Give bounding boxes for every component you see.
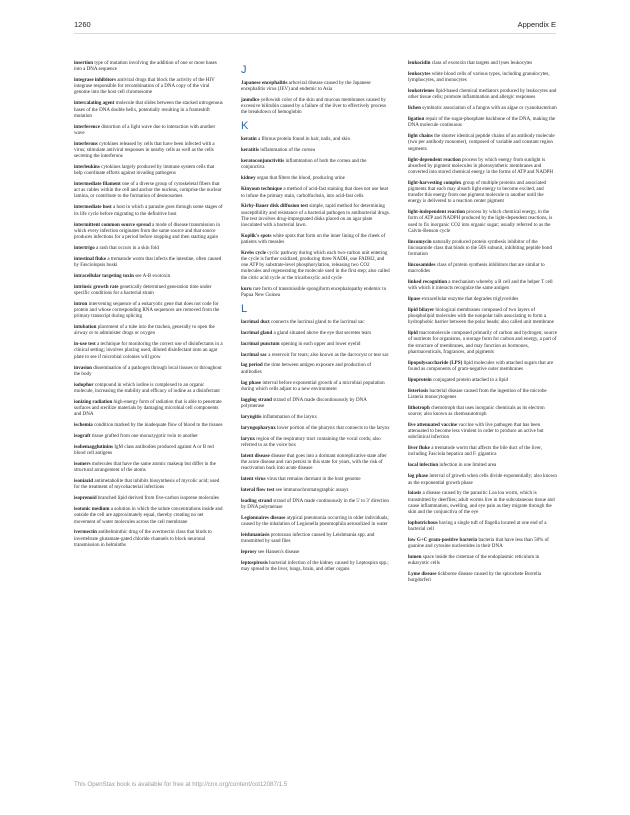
glossary-term: intrinsic growth rate [74, 283, 119, 290]
glossary-definition: placement of a tube into the trachea, generally to open the airway or to administer drugs or oxygen [74, 324, 215, 337]
glossary-entry [241, 397, 391, 409]
glossary-term: latent disease [241, 452, 270, 459]
glossary-definition: a host in which a parasite goes through some stages of its life cycle before migrating to the definitive host [74, 204, 223, 217]
glossary-term: live attenuated vaccine [408, 422, 458, 429]
glossary-column-1 [74, 60, 224, 553]
glossary-term: lipid bilayer [408, 307, 435, 314]
glossary-definition: process by which energy from sunlight is absorbed by pigment molecules in photosynthetic membranes and converted into stored chemical energy in the forms of ATP and NADPH [408, 156, 554, 175]
glossary-term: lacrimal gland [241, 329, 273, 336]
glossary-term: lipopolysaccharide (LPS) [408, 359, 463, 366]
glossary-term: lacrimal punctum [241, 340, 280, 347]
section-letter: J [241, 64, 247, 76]
glossary-column-2 [241, 60, 391, 577]
glossary-definition: type of mutation involving the addition of one or more bases into a DNA sequence [74, 60, 217, 73]
glossary-definition: class of exotoxin that targets and lyses leukocytes [431, 60, 533, 66]
glossary-term: lincosamides [408, 261, 436, 268]
glossary-definition: virus that remains dormant in the host genome [266, 476, 361, 483]
glossary-definition: arboviral disease caused by the Japanese encephalitis virus (JEV) and endemic to Asia [241, 80, 371, 93]
glossary-definition: one of a diverse group of cytoskeletal fibers that act as cables within the cell and anchor the nucleus, comprise the nuclear lamina, or contribute to the formation of desmosomes [74, 181, 222, 200]
glossary-entry [74, 284, 224, 296]
glossary-entry [74, 478, 224, 490]
glossary-definition: high-energy form of radiation that is able to penetrate surfaces and sterilize materials by damaging microbial cell components and DNA [74, 398, 222, 418]
page-header [74, 20, 556, 32]
section-letter: K [241, 120, 249, 133]
glossary-definition: naturally produced protein synthesis inhibitor of the lincosamide class that binds to the 50S subunit, inhibiting peptide bond formation [408, 238, 552, 257]
glossary-entry [241, 436, 391, 448]
glossary-definition: region of the respiratory tract containing the vocal cords; also referred to as the voice box [241, 435, 381, 448]
glossary-definition: tickborne disease caused by the spirochete Borrelia burgdorferi [408, 571, 542, 584]
glossary-entry [74, 245, 224, 251]
glossary-entry [241, 487, 391, 493]
glossary-definition: conjugated protein attached to a lipid [433, 376, 508, 383]
glossary-definition: interval of growth when cells divide exponentially; also known as the exponential growth phase [408, 473, 557, 486]
glossary-entry [408, 360, 558, 372]
glossary-entry [408, 307, 558, 325]
glossary-definition: a trematode worm that infects the intestine, often caused by Fasciolopsis buski [74, 255, 222, 268]
glossary-definition: condition marked by the inadequate flow of blood to the tissues [94, 422, 223, 429]
glossary-definition: see immunochromatographic assays [275, 487, 349, 494]
glossary-term: insertion [74, 60, 94, 66]
glossary-definition: bacteria that have less than 50% of guanine and cytosine nucleotides in their DNA [408, 536, 549, 550]
glossary-definition: distortion of a light wave due to interaction with another wave [74, 123, 216, 136]
glossary-entry [408, 520, 558, 532]
glossary-entry [74, 181, 224, 199]
glossary-entry [74, 301, 224, 319]
glossary-term: isohemagglutinins [74, 443, 113, 450]
glossary-term: lag phase [241, 379, 262, 386]
glossary-definition: inflammation of the larynx [262, 413, 317, 420]
glossary-definition: a mode of disease transmission in which every infection originates from the same source and that source produces infections for a period before stopping and then starting again [74, 221, 221, 240]
glossary-entry [408, 116, 558, 128]
glossary-term: leukocytes [408, 70, 431, 77]
glossary-entry [241, 515, 391, 527]
glossary-term: local infection [408, 462, 439, 469]
glossary-term: lichen [408, 105, 421, 112]
glossary-term: integrase inhibitors [74, 77, 116, 84]
glossary-term: loiasis [408, 490, 422, 497]
glossary-entry [408, 571, 558, 583]
glossary-term: lacrimal duct [241, 318, 270, 325]
glossary-entry [241, 549, 391, 555]
glossary-entry [241, 352, 391, 358]
glossary-definition: inflammation of the cornea [260, 147, 316, 154]
glossary-entry [241, 233, 391, 245]
glossary-term: low G+C gram-positive bacteria [408, 536, 478, 543]
glossary-term: lagging strand [241, 396, 272, 403]
glossary-entry [241, 476, 391, 482]
glossary-entry [408, 133, 558, 151]
glossary-definition: a solution in which the solute concentrations inside and outside the cell are approximately equal, thereby creating no net movement of water molecules across the cell membrane [74, 506, 223, 525]
glossary-term: keratoconjunctivitis [241, 158, 285, 165]
glossary-term: light-independent reaction [408, 209, 465, 216]
glossary-definition: cyclic pathway during which each two-carbon unit entering the cycle is further oxidized, producing three NADH, one FADH2, and one ATP by substrate-level phosphorylation, releasing two CO2 molecules and regenerating the molecule used in the first step; also called the citric acid cycle or the tricarboxylic acid cycle [241, 249, 390, 281]
glossary-term: interference [74, 123, 100, 130]
glossary-entry [408, 279, 558, 291]
glossary-term: lag period [241, 362, 263, 369]
glossary-definition: space inside the cisternae of the endoplasmic reticulum in eukaryotic cells [408, 554, 540, 567]
glossary-term: ischemia [74, 422, 93, 429]
glossary-term: interleukins [74, 164, 100, 171]
glossary-entry [408, 330, 558, 355]
glossary-term: lacrimal sac [241, 351, 267, 358]
glossary-definition: IgM class antibodies produced against A or B red blood cell antigens [74, 443, 214, 457]
glossary-term: keratitis [241, 147, 259, 154]
glossary-definition: see A-B exotoxin [135, 272, 171, 279]
glossary-term: intercalating agent [74, 100, 115, 107]
glossary-entry [241, 498, 391, 510]
glossary-definition: a gland situated above the eye that secretes tears [273, 329, 372, 336]
glossary-definition: lower portion of the pharynx that connects to the larynx [277, 424, 390, 431]
glossary-term: isotonic medium [74, 506, 110, 513]
glossary-definition: lipid molecules with attached sugars that are found as components of gram-negative outer membranes [408, 359, 554, 372]
glossary-entry [241, 560, 391, 572]
glossary-entry [74, 444, 224, 456]
glossary-definition: having a single tuft of flagella located at one end of a bacterial cell [408, 519, 547, 533]
glossary-term: larynx [241, 435, 256, 442]
glossary-term: leprosy [241, 549, 257, 556]
glossary-term: lithotroph [408, 404, 430, 411]
glossary-entry [241, 286, 391, 298]
glossary-entry [74, 77, 224, 95]
glossary-entry [241, 341, 391, 347]
glossary-entry [241, 186, 391, 198]
glossary-term: lipase [408, 296, 421, 303]
glossary-entry [74, 495, 224, 501]
glossary-term: Legionnaires disease [241, 515, 286, 522]
glossary-definition: chemotroph that uses inorganic chemicals as its electron source; also known as chemoautotroph [408, 404, 545, 418]
glossary-definition: process by which chemical energy, in the form of ATP and NADPH produced by the light-dependent reactions, is used to fix inorganic CO2 into organic sugar; usually referred to as the Calvin-Benson cycle [408, 209, 553, 234]
glossary-entry [74, 341, 224, 359]
glossary-entry [241, 158, 391, 170]
glossary-definition: a reservoir for tears; also known as the dacrocyst or tear sac [268, 351, 389, 358]
glossary-definition: a technique for monitoring the correct use of disinfectants in a clinical setting; involves placing used, diluted disinfectant onto an agar plate to see if microbial colonies will grow [74, 341, 223, 360]
glossary-term: lophotrichous [408, 519, 438, 526]
glossary-definition: protozoan infection caused by Leishmania spp. and transmitted by sand flies [241, 532, 375, 545]
page-number: 1260 [74, 20, 91, 29]
glossary-definition: organ that filters the blood, producing urine [256, 175, 345, 182]
glossary-term: ivermectin [74, 529, 97, 536]
glossary-term: isoniazid [74, 478, 94, 485]
glossary-term: intestinal fluke [74, 255, 107, 262]
glossary-definition: symbiotic association of a fungus with an algae or cyanobacterium [422, 105, 557, 112]
glossary-definition: simple, rapid method for determining susceptibility and resistance of a bacterial pathogen to antibacterial drugs. The test involves drug-impregnated disks placed on an agar plate inoculated with a bacterial lawn. [241, 203, 391, 228]
glossary-entry [241, 97, 391, 115]
glossary-entry [74, 100, 224, 118]
glossary-term: isoprenoid [74, 495, 97, 502]
glossary-entry [74, 422, 224, 428]
glossary-definition: atypical pneumonia occurring in older individuals; caused by the inhalation of Legionella pneumophila aerosolized in water [241, 515, 389, 528]
section-title: Appendix E [517, 20, 556, 29]
glossary-term: intermediate host [74, 204, 112, 211]
glossary-term: light-harvesting complex [408, 179, 462, 186]
glossary-term: keratin [241, 136, 257, 143]
glossary-definition: interval before exponential growth of a microbial population during which cells adjust to a new environment [241, 379, 385, 392]
glossary-entry [408, 377, 558, 383]
glossary-entry [408, 422, 558, 440]
glossary-term: invasion [74, 364, 92, 371]
glossary-entry [241, 136, 391, 142]
glossary-term: light-dependent reaction [408, 156, 461, 163]
glossary-entry [408, 445, 558, 457]
glossary-term: iodophor [74, 381, 94, 388]
glossary-term: leishmaniasis [241, 532, 270, 539]
glossary-definition: antihelminthic drug of the avermectin class that binds to invertebrate glutamate-gated chloride channels to block neuronal transmission in helminths [74, 529, 212, 548]
glossary-term: Koplik's spots [241, 232, 272, 239]
glossary-entry [408, 88, 558, 100]
glossary-entry [408, 388, 558, 400]
glossary-definition: tissue grafted from one monozygotic twin to another [91, 432, 198, 439]
glossary-entry [74, 273, 224, 279]
glossary-term: in-use test [74, 341, 96, 348]
glossary-term: listeriosis [408, 387, 429, 394]
glossary-entry [408, 554, 558, 566]
glossary-definition: repair of the sugar-phosphate backbone of the DNA, making the DNA molecule continuous [408, 116, 556, 129]
glossary-definition: lipid-based chemical mediators produced by leukocytes and other tissue cells; promote inflammation and allergic responses [408, 88, 557, 101]
glossary-entry [408, 157, 558, 175]
glossary-entry [241, 80, 391, 92]
glossary-definition: opening in each upper and lower eyelid [280, 340, 361, 347]
glossary-definition: the shorter identical peptide chains of an antibody molecule (two per antibody monomer), composed of variable and constant region segments [408, 133, 555, 152]
glossary-definition: strand of DNA made continuously in the 5' to 3' direction by DNA polymerase [241, 498, 389, 511]
glossary-entry [408, 473, 558, 485]
glossary-entry [74, 461, 224, 473]
glossary-entry [408, 296, 558, 302]
glossary-entry [408, 262, 558, 274]
glossary-entry [74, 204, 224, 216]
glossary-term: leptospirosis [241, 560, 268, 567]
glossary-entry [74, 324, 224, 336]
glossary-definition: compound in which iodine is complexed to an organic molecule, increasing the stability and efficacy of iodine as a disinfectant [74, 381, 220, 394]
glossary-entry [408, 60, 558, 66]
glossary-entry [408, 71, 558, 83]
glossary-term: laryngopharynx [241, 424, 276, 431]
glossary-definition: white spots that form on the inner lining of the cheek of patients with measles [241, 232, 386, 246]
glossary-term: intracellular targeting toxin [74, 272, 134, 279]
glossary-term: leukocidin [408, 60, 431, 66]
glossary-entry [241, 362, 391, 374]
glossary-term: laryngitis [241, 413, 262, 420]
glossary-entry [408, 180, 558, 205]
glossary-term: lipoprotein [408, 376, 432, 383]
glossary-definition: white blood cells of various types, including granulocytes, lymphocytes, and monocytes [408, 70, 550, 84]
glossary-entry [74, 256, 224, 268]
glossary-definition: rare form of transmissible spongiform encephalopathy endemic to Papua New Guinea [241, 285, 387, 298]
glossary-entry [408, 537, 558, 549]
glossary-entry [241, 175, 391, 181]
glossary-definition: class of protein synthesis inhibitors that are similar to macrolides [408, 261, 545, 275]
glossary-entry [74, 529, 224, 547]
glossary-term: ionizing radiation [74, 398, 113, 405]
glossary-entry [241, 203, 391, 228]
glossary-entry [408, 209, 558, 234]
glossary-entry [241, 453, 391, 471]
glossary-definition: molecules that have the same atomic makeup but differ in the structural arrangement of the atoms [74, 461, 216, 474]
glossary-definition: a disease caused by the parasitic Loa loa worm, which is transmitted by deerflies; adult worms live in the subcutaneous tissue and cause inflammation, swelling, and eye pain as they migrate through the skin and the conjunctiva of the eye [408, 490, 555, 515]
glossary-term: latent virus [241, 476, 266, 483]
glossary-entry [241, 414, 391, 420]
glossary-entry [74, 382, 224, 394]
glossary-definition: a mechanism whereby a B cell and the helper T cell with which it interacts recognize the same antigen [408, 278, 553, 292]
glossary-entry [408, 462, 558, 468]
glossary-entry [74, 164, 224, 176]
glossary-term: liver fluke [408, 445, 430, 452]
glossary-definition: genetically determined generation time under specific conditions for a bacterial strain [74, 283, 212, 296]
glossary-definition: macromolecule composed primarily of carbon and hydrogen; source of nutrients for organisms, a storage form for carbon and energy, a part of the structure of membranes, and may function as hormones, pharmaceuticals, fragrances, and pigments [408, 330, 558, 355]
glossary-definition: cytokines released by cells that have been infected with a virus; stimulate antiviral responses in nearby cells as well as the cells secreting the interferons [74, 140, 215, 160]
glossary-entry [241, 250, 391, 281]
glossary-term: Japanese encephalitis [241, 80, 288, 86]
glossary-definition: bacterial infection of the kidney caused by Leptospira spp.; may spread to the liver, lungs, brain, and other organs [241, 560, 389, 573]
glossary-definition: intervening sequence of a eukaryotic gene that does not code for protein and whose corresponding RNA sequences are removed from the primary transcript during splicing [74, 300, 220, 320]
glossary-entry [74, 141, 224, 159]
glossary-entry [74, 365, 224, 377]
glossary-entry [74, 60, 224, 72]
glossary-definition: antimetabolite that inhibits biosynthesis of mycolic acid; used for the treatment of mycobacterial infections [74, 478, 220, 491]
glossary-entry [74, 433, 224, 439]
glossary-term: Kirby-Bauer disk diffusion test [241, 203, 309, 210]
glossary-entry [74, 506, 224, 524]
glossary-definition: connects the lacrimal gland to the lacrimal sac [271, 318, 365, 325]
glossary-term: isomers [74, 461, 91, 468]
glossary-term: jaundice [241, 97, 260, 104]
glossary-definition: a rash that occurs in a skin fold [96, 244, 159, 251]
glossary-definition: biological membranes composed of two layers of phospholipid molecules with the nonpolar tails associating to form a hydrophobic barrier between the polar heads; also called unit membrane [408, 307, 554, 326]
glossary-definition: a trematode worm that affects the bile duct of the liver, including Fasciola hepatica and F. gigantica [408, 445, 543, 458]
glossary-term: log phase [408, 473, 429, 480]
glossary-definition: infection in one limited area [439, 462, 497, 469]
glossary-definition: cytokines largely produced by immune system cells that help coordinate efforts against invading pathogens [74, 164, 215, 177]
glossary-definition: molecule that slides between the stacked nitrogenous bases of the DNA double helix, potentially resulting in a frameshift mutation [74, 100, 223, 119]
glossary-term: kuru [241, 285, 252, 292]
glossary-definition: inflammation of both the cornea and the conjunctiva [241, 158, 367, 171]
glossary-entry [241, 425, 391, 431]
glossary-term: linked recognition [408, 278, 448, 285]
glossary-entry [241, 319, 391, 325]
glossary-definition: a fibrous protein found in hair, nails, and skin [257, 136, 350, 143]
glossary-definition: dissemination of a pathogen through local tissues or throughout the body [74, 364, 222, 377]
glossary-entry [241, 147, 391, 153]
glossary-entry [241, 380, 391, 392]
glossary-entry [74, 399, 224, 417]
page-footer[interactable]: This OpenStax book is available for free at http://cnx.org/content/col12087/1.5 [74, 781, 288, 788]
glossary-term: intermediate filament [74, 181, 121, 188]
glossary-term: lincomycin [408, 238, 432, 245]
glossary-entry [408, 405, 558, 417]
glossary-term: Lyme disease [408, 571, 437, 578]
glossary-term: kidney [241, 175, 256, 182]
glossary-entry [74, 222, 224, 240]
glossary-term: intron [74, 300, 88, 307]
glossary-definition: antiviral drugs that block the activity of the HIV integrase responsible for recombination of a DNA copy of the viral genome into the host cell chromosome [74, 77, 215, 96]
glossary-term: light chains [408, 133, 433, 140]
glossary-term: Krebs cycle [241, 249, 266, 256]
glossary-definition: vaccine with live pathogen that has been attenuated to become less virulent in order to produce an active but subclinical infection [408, 422, 544, 441]
glossary-term: leading strand [241, 498, 272, 504]
glossary-entry [74, 124, 224, 136]
glossary-definition: branched lipid derived from five-carbon isoprene molecules [97, 495, 219, 502]
header-divider [74, 33, 556, 34]
glossary-term: ligation [408, 116, 425, 123]
glossary-term: interferons [74, 140, 98, 147]
glossary-term: intermittent common source spread [74, 221, 151, 228]
glossary-definition: group of multiple proteins and associated pigments that each may absorb light energy to become excited, and transfer this energy from one pigment molecule to another until the energy is delivered to a reaction center pigment [408, 179, 547, 205]
glossary-definition: disease that goes into a dormant nonreplicative state after the acute disease and can persist in this state for years, with the risk of reactivation back into acute disease [241, 452, 387, 472]
glossary-term: intertrigo [74, 244, 95, 251]
glossary-definition: the time between antigen exposure and production of antibodies [241, 362, 372, 375]
glossary-column-3 [408, 60, 558, 588]
glossary-term: lipid [408, 330, 418, 337]
glossary-definition: see Hansen's disease [257, 549, 300, 556]
section-letter: L [241, 302, 248, 315]
glossary-definition: yellowish color of the skin and mucous membranes caused by excessive bilirubin caused by a failure of the liver to effectively process the breakdown of hemoglobin [241, 97, 386, 116]
glossary-term: lateral flow test [241, 487, 275, 494]
glossary-definition: bacterial disease caused from the ingestion of the microbe Listeria monocytogenes [408, 387, 547, 400]
glossary-term: Kinyoun technique [241, 186, 283, 193]
glossary-term: leukotrienes [408, 88, 435, 95]
glossary-entry [241, 532, 391, 544]
glossary-term: intubation [74, 324, 97, 331]
glossary-term: isograft [74, 432, 91, 439]
glossary-entry [408, 490, 558, 515]
glossary-entry [241, 330, 391, 336]
glossary-entry [408, 239, 558, 257]
glossary-definition: strand of DNA made discontinuously by DNA polymerase [241, 396, 367, 409]
glossary-entry [408, 105, 558, 111]
glossary-definition: extracellular enzyme that degrades triglycerides [421, 296, 519, 303]
glossary-term: lumen [408, 554, 422, 561]
glossary-definition: a method of acid-fast staining that does not use heat to infuse the primary stain, carbolfuchsin, into acid-fast cells [241, 186, 389, 199]
